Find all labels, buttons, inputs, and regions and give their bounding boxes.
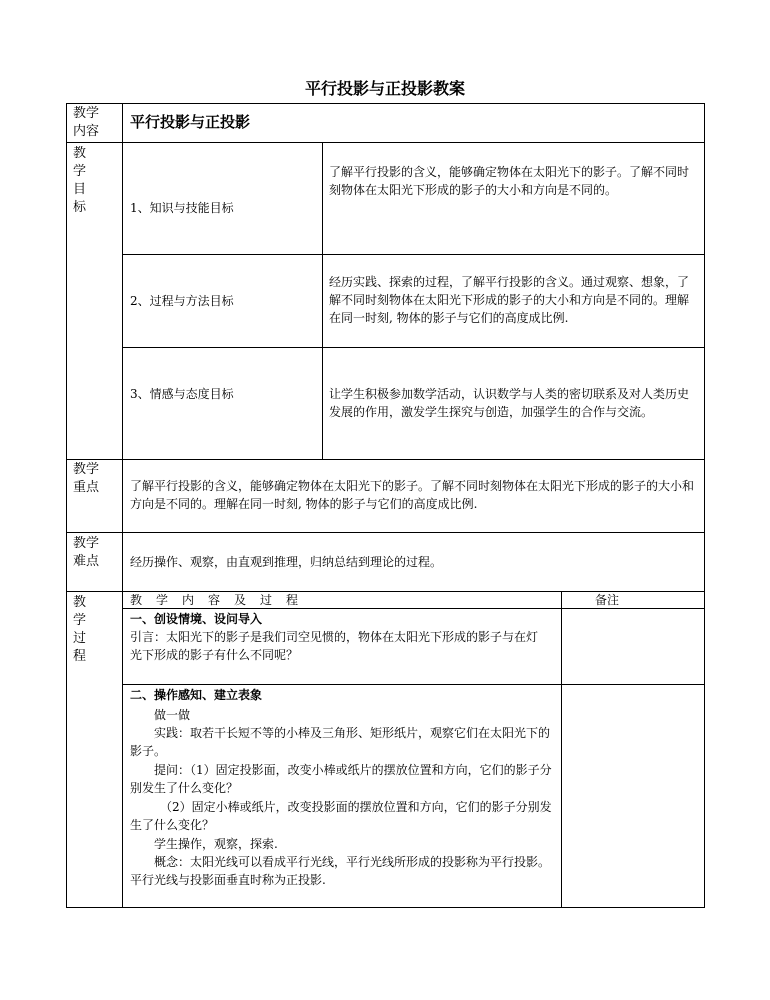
section2-concept: 概念：太阳光线可以看成平行光线，平行光线所形成的投影称为平行投影。平行光线与投影面垂直时称为正投影. — [130, 855, 551, 887]
objective-desc-2: 经历实践、探索的过程，了解平行投影的含义。通过观察、想象，了解不同时刻物体在太阳光下形成的影子的大小和方向是不同的。理解在同一时刻, 物体的影子与它们的高度成比例. — [329, 275, 690, 325]
difficulty-label: 教学 难点 — [73, 536, 100, 569]
section1-heading: 一、创设情境、设问导入 — [130, 612, 263, 626]
objective-name-2: 2、过程与方法目标 — [130, 294, 234, 308]
objectives-column-divider — [322, 142, 323, 460]
content-label: 教学 内容 — [73, 106, 100, 139]
row-divider-keypoints — [66, 532, 704, 533]
difficulty-text: 经历操作、观察，由直观到推理，归纳总结到理论的过程。 — [130, 555, 443, 569]
table-border-right — [704, 103, 705, 908]
table-border-bottom — [66, 907, 704, 908]
content-value: 平行投影与正投影 — [130, 113, 251, 131]
row-divider-obj1 — [122, 254, 704, 255]
label-column-divider — [122, 103, 123, 908]
row-divider-objectives — [66, 459, 704, 460]
row-divider-obj2 — [122, 347, 704, 348]
row-divider-section1 — [122, 684, 704, 685]
keypoints-label: 教学 重点 — [73, 462, 100, 495]
table-border-left — [66, 103, 67, 908]
section2-do: 做一做 — [154, 708, 191, 722]
section1-intro: 引言：太阳光下的影子是我们司空见惯的，物体在太阳光下形成的影子与在灯光下形成的影子有什么不同呢？ — [130, 630, 539, 662]
objective-name-3: 3、情感与态度目标 — [130, 387, 234, 401]
objective-desc-1: 了解平行投影的含义，能够确定物体在太阳光下的影子。了解不同时刻物体在太阳光下形成的影子的大小和方向是不同的。 — [329, 165, 690, 197]
objective-desc-3: 让学生积极参加数学活动，认识数学与人类的密切联系及对人类历史发展的作用，激发学生探究与创造，加强学生的合作与交流。 — [329, 387, 690, 419]
section2-heading: 二、操作感知、建立表象 — [130, 688, 263, 702]
page-title: 平行投影与正投影教案 — [304, 79, 465, 98]
process-header: 教学内容及过程 — [130, 593, 313, 607]
objective-name-1: 1、知识与技能目标 — [130, 201, 234, 215]
objectives-label: 教 学 目 标 — [73, 146, 87, 215]
process-label: 教 学 过 程 — [73, 595, 87, 664]
keypoints-text: 了解平行投影的含义，能够确定物体在太阳光下的影子。了解不同时刻物体在太阳光下形成的影子的大小和方向是不同的。理解在同一时刻, 物体的影子与它们的高度成比例. — [130, 479, 695, 511]
table-border-top — [66, 103, 704, 104]
notes-column-divider — [561, 591, 562, 908]
section2-question2: （2）固定小棒或纸片，改变投影面的摆放位置和方向，它们的影子分别发生了什么变化？ — [130, 800, 552, 832]
section2-student-activity: 学生操作，观察，探索. — [154, 837, 278, 851]
notes-header: 备注 — [595, 593, 620, 607]
section2-question1: 提问：（1）固定投影面，改变小棒或纸片的摆放位置和方向，它们的影子分别发生了什么变化？ — [130, 763, 552, 795]
row-divider-content — [66, 142, 704, 143]
section2-practice: 实践：取若干长短不等的小棒及三角形、矩形纸片，观察它们在太阳光下的影子。 — [130, 726, 551, 758]
